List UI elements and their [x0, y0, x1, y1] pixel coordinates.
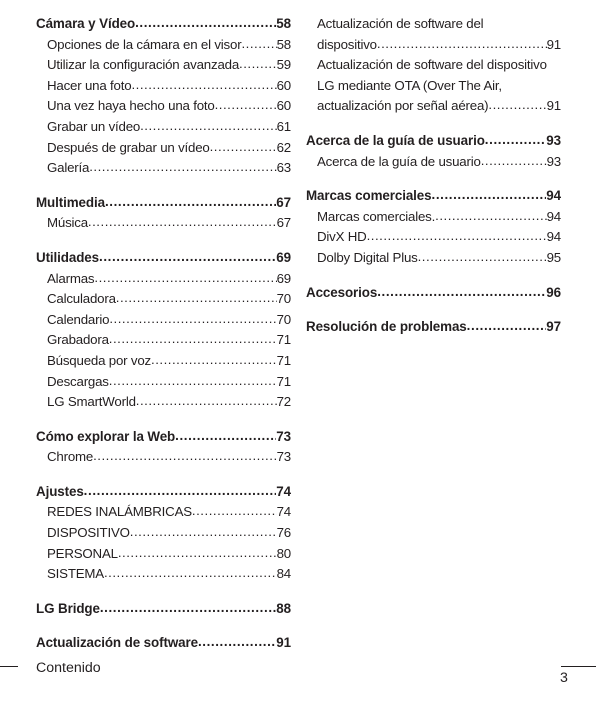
toc-section	[36, 14, 291, 179]
toc-entry[interactable]: Chrome ..... 73	[36, 447, 291, 468]
toc-entry[interactable]	[306, 55, 561, 117]
toc-section-heading[interactable]: Cámara y Vídeo ..... 58	[36, 14, 291, 35]
toc-entry[interactable]: Grabadora ..... 71	[36, 330, 291, 351]
footer-rule	[0, 666, 18, 667]
toc-entry[interactable]: Calculadora ..... 70	[36, 289, 291, 310]
toc-entry[interactable]: DISPOSITIVO ..... 76	[36, 523, 291, 544]
toc-section-heading[interactable]: Acerca de la guía de usuario ..... 93	[306, 131, 561, 152]
toc-section-continued	[306, 14, 561, 117]
toc-entry[interactable]: Una vez haya hecho una foto ..... 60	[36, 96, 291, 117]
toc-entry[interactable]: LG SmartWorld ..... 72	[36, 392, 291, 413]
toc-section	[36, 248, 291, 413]
toc-entry[interactable]: Marcas comerciales. ..... 94	[306, 207, 561, 228]
footer-label: Contenido	[36, 660, 101, 676]
footer-rule	[561, 666, 596, 667]
toc-section-heading[interactable]: Accesorios ..... 96	[306, 283, 561, 304]
toc-section	[36, 599, 291, 620]
toc-entry[interactable]: Descargas ..... 71	[36, 372, 291, 393]
toc-section	[306, 131, 561, 172]
toc-entry-line: actualización por señal aérea)	[317, 98, 489, 114]
toc-entry[interactable]: DivX HD ..... 94	[306, 227, 561, 248]
toc-entry-page: 91	[546, 98, 561, 114]
toc-section	[36, 427, 291, 468]
toc-section	[36, 193, 291, 234]
toc-entry[interactable]: Galería ..... 63	[36, 158, 291, 179]
toc-section-heading[interactable]: LG Bridge ..... 88	[36, 599, 291, 620]
page-number: 3	[560, 670, 568, 686]
toc-entry[interactable]: PERSONAL ..... 80	[36, 544, 291, 565]
toc-section	[306, 186, 561, 268]
toc-entry-line: dispositivo	[317, 36, 377, 52]
toc-entry[interactable]: REDES INALÁMBRICAS ..... 74	[36, 502, 291, 523]
toc-entry-line: Actualización de software del	[317, 16, 484, 31]
toc-entry[interactable]: Calendario ..... 70	[36, 310, 291, 331]
toc-section	[306, 317, 561, 338]
toc-section-heading[interactable]: Utilidades ..... 69	[36, 248, 291, 269]
toc-entry[interactable]: Utilizar la configuración avanzada ..... 59	[36, 55, 291, 76]
toc-entry[interactable]: SISTEMA ..... 84	[36, 564, 291, 585]
toc-entry[interactable]: Grabar un vídeo ..... 61	[36, 117, 291, 138]
toc-section-heading[interactable]: Marcas comerciales ..... 94	[306, 186, 561, 207]
toc-entry[interactable]: Hacer una foto ..... 60	[36, 76, 291, 97]
toc-entry[interactable]: Alarmas ..... 69	[36, 269, 291, 290]
toc-entry-line: LG mediante OTA (Over The Air,	[317, 77, 502, 93]
toc-entry-line: Actualización de software del dispositivo	[317, 57, 547, 73]
toc-entry[interactable]: Después de grabar un vídeo ..... 62	[36, 138, 291, 159]
toc-entry[interactable]: Dolby Digital Plus ..... 95	[306, 248, 561, 269]
toc-section	[36, 482, 291, 585]
toc-section-heading[interactable]: Multimedia ..... 67	[36, 193, 291, 214]
toc-entry[interactable]: Opciones de la cámara en el visor ..... 58	[36, 35, 291, 56]
toc-right-column	[306, 14, 561, 352]
toc-entry-page: 91	[546, 36, 561, 52]
toc-section	[36, 633, 291, 654]
toc-section-heading[interactable]: Resolución de problemas ..... 97	[306, 317, 561, 338]
toc-section	[306, 283, 561, 304]
toc-entry[interactable]: Búsqueda por voz ..... 71	[36, 351, 291, 372]
toc-section-heading[interactable]: Cómo explorar la Web ..... 73	[36, 427, 291, 448]
toc-entry[interactable]: Acerca de la guía de usuario ..... 93	[306, 152, 561, 173]
toc-entry[interactable]	[306, 14, 561, 55]
toc-left-column	[36, 14, 291, 668]
toc-entry[interactable]: Música ..... 67	[36, 213, 291, 234]
toc-section-heading[interactable]: Actualización de software ..... 91	[36, 633, 291, 654]
toc-section-heading[interactable]: Ajustes ..... 74	[36, 482, 291, 503]
